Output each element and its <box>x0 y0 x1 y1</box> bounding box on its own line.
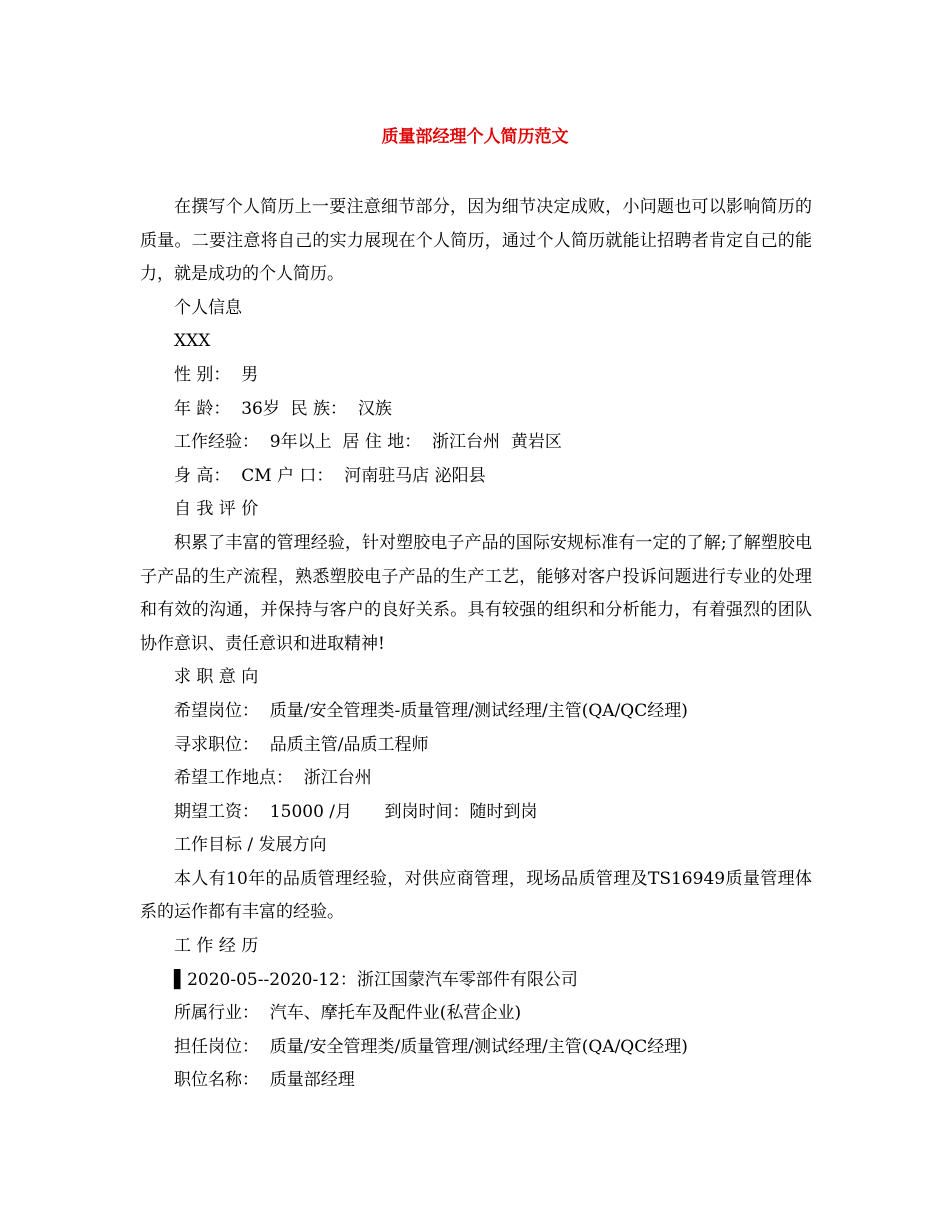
salary-availability-line: 期望工资： 15000 /月 到岗时间：随时到岗 <box>174 801 538 822</box>
document-body <box>140 191 812 1098</box>
name-line: XXX <box>174 331 211 352</box>
gender-line: 性 别： 男 <box>174 364 259 385</box>
intro-paragraph: 在撰写个人简历上一要注意细节部分，因为细节决定成败，小问题也可以影响简历的质量。二要注意将自己的实力展现在个人简历，通过个人简历就能让招聘者肯定自己的能力，就是成功的个人简历。 <box>140 197 812 285</box>
section-heading-work-experience: 工 作 经 历 <box>174 936 259 957</box>
section-heading-goals: 工作目标 / 发展方向 <box>174 835 327 856</box>
work-entry-industry: 所属行业： 汽车、摩托车及配件业(私营企业) <box>174 1003 522 1024</box>
goals-paragraph: 本人有10年的品质管理经验，对供应商管理，现场品质管理及TS16949质量管理体系的运作都有丰富的经验。 <box>140 868 812 923</box>
work-entry-post: 担任岗位： 质量/安全管理类/质量管理/测试经理/主管(QA/QC经理) <box>174 1036 688 1057</box>
age-ethnicity-line: 年 龄： 36岁 民 族： 汉族 <box>174 398 392 419</box>
height-hukou-line: 身 高： CM 户 口： 河南驻马店 泌阳县 <box>174 465 486 486</box>
sought-position-line: 寻求职位： 品质主管/品质工程师 <box>174 734 429 755</box>
section-heading-self-evaluation: 自 我 评 价 <box>174 499 259 520</box>
section-heading-job-intention: 求 职 意 向 <box>174 667 259 688</box>
work-entry-job-title: 职位名称： 质量部经理 <box>174 1070 355 1091</box>
desired-position-line: 希望岗位： 质量/安全管理类-质量管理/测试经理/主管(QA/QC经理) <box>174 700 688 721</box>
desired-location-line: 希望工作地点： 浙江台州 <box>174 768 372 789</box>
self-evaluation-paragraph: 积累了丰富的管理经验，针对塑胶电子产品的国际安规标准有一定的了解;了解塑胶电子产品的生产流程，熟悉塑胶电子产品的生产工艺，能够对客户投诉问题进行专业的处理和有效的沟通，并保持与客户的良好关系。具有较强的组织和分析能力，有着强烈的团队协作意识、责任意识和进取精神! <box>140 532 812 654</box>
section-heading-personal-info: 个人信息 <box>174 297 242 318</box>
experience-residence-line: 工作经验： 9年以上 居 住 地： 浙江台州 黄岩区 <box>174 432 562 453</box>
document-title: 质量部经理个人简历范文 <box>381 127 569 147</box>
work-entry-period-company: ▌2020-05--2020-12：浙江国蒙汽车零部件有限公司 <box>174 969 578 990</box>
